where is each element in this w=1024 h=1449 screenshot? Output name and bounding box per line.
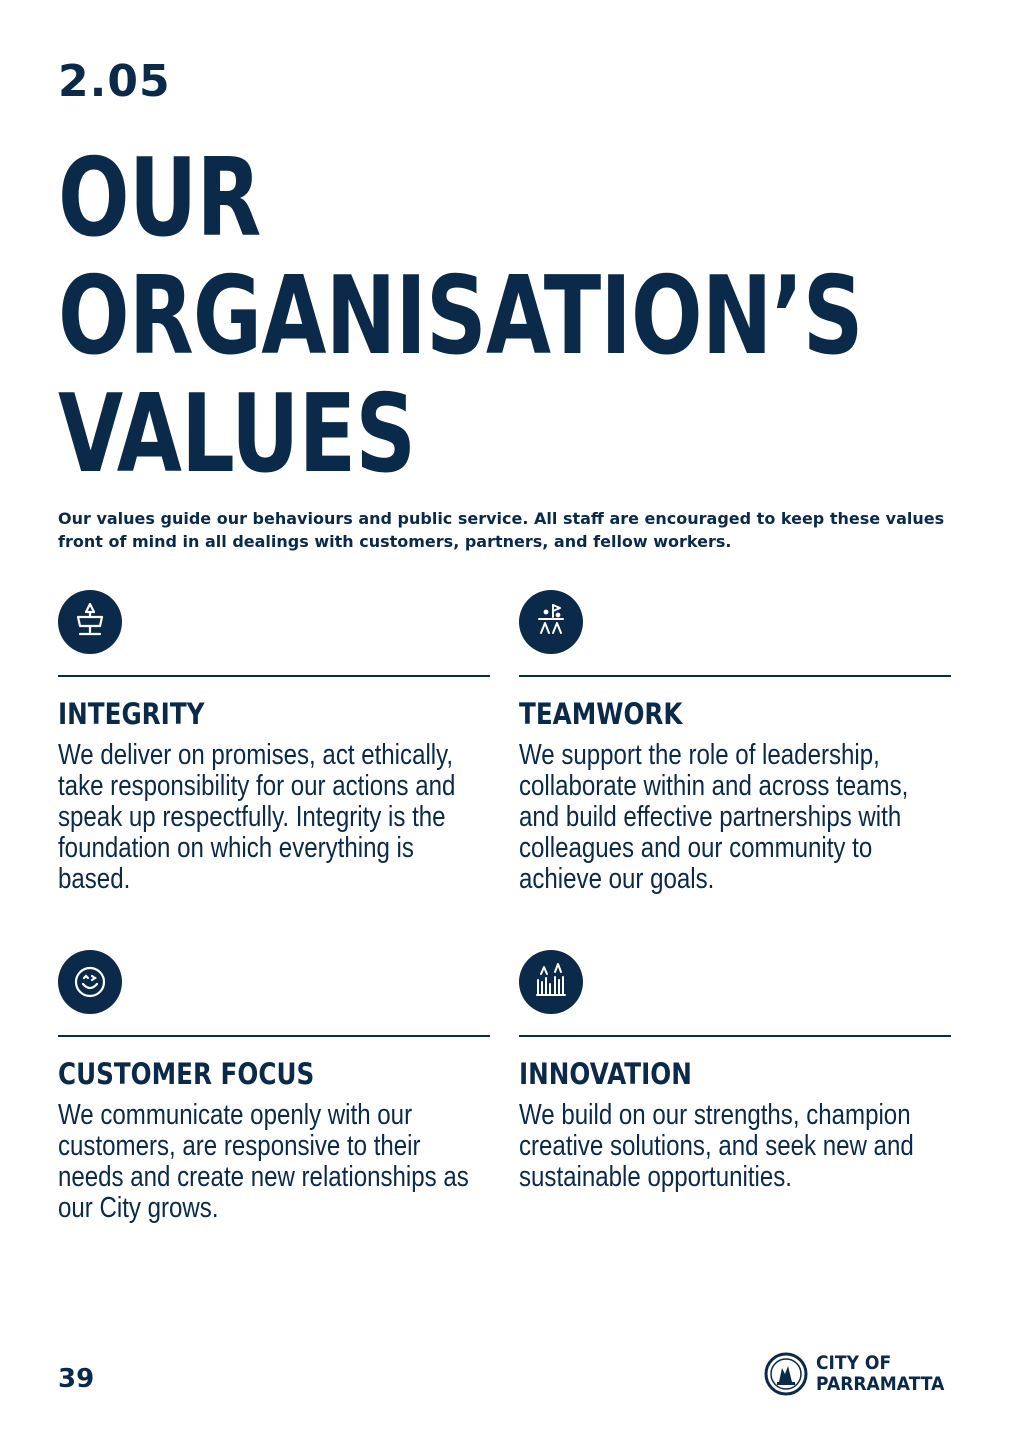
value-name: CUSTOMER FOCUS	[58, 1057, 315, 1091]
smiley-face-icon	[58, 950, 122, 1014]
value-description: We support the role of leadership, collaborate within and across teams, and build effective partnerships with colleagues and our community to achieve our goals.	[519, 739, 909, 895]
divider	[519, 675, 951, 677]
page-title	[58, 136, 863, 497]
value-name: TEAMWORK	[519, 697, 683, 731]
scales-icon	[58, 590, 122, 654]
section-number: 2.05	[58, 56, 171, 107]
value-description: We build on our strengths, champion creative solutions, and seek new and sustainable opportunities.	[519, 1099, 914, 1193]
value-name: INTEGRITY	[58, 697, 205, 731]
city-seal-icon	[764, 1352, 808, 1396]
value-card-customer-focus	[58, 950, 490, 1224]
logo-line-2: PARRAMATTA	[816, 1373, 945, 1395]
title-line-3: VALUES	[58, 372, 416, 497]
intro-paragraph: Our values guide our behaviours and public service. All staff are encouraged to keep these values front of mind in all dealings with customers, partners, and fellow workers.	[58, 509, 945, 551]
title-line-2: ORGANISATION’S	[58, 254, 863, 379]
divider	[519, 1035, 951, 1037]
value-card-innovation	[519, 950, 951, 1193]
logo-line-1: CITY OF	[816, 1352, 892, 1374]
divider	[58, 1035, 490, 1037]
value-card-integrity	[58, 590, 490, 895]
page-number: 39	[58, 1364, 95, 1394]
divider	[58, 675, 490, 677]
value-description: We communicate openly with our customers, are responsive to their needs and create new relationships as our City grows.	[58, 1099, 469, 1224]
logo-text	[816, 1353, 944, 1395]
value-card-teamwork	[519, 590, 951, 895]
city-of-parramatta-logo	[764, 1352, 964, 1398]
value-description: We deliver on promises, act ethically, take responsibility for our actions and speak up respectfully. Integrity is the foundation on which everything is based.	[58, 739, 456, 895]
title-line-1: OUR	[58, 136, 261, 261]
city-buildings-icon	[519, 950, 583, 1014]
value-name: INNOVATION	[519, 1057, 692, 1091]
team-flag-icon	[519, 590, 583, 654]
